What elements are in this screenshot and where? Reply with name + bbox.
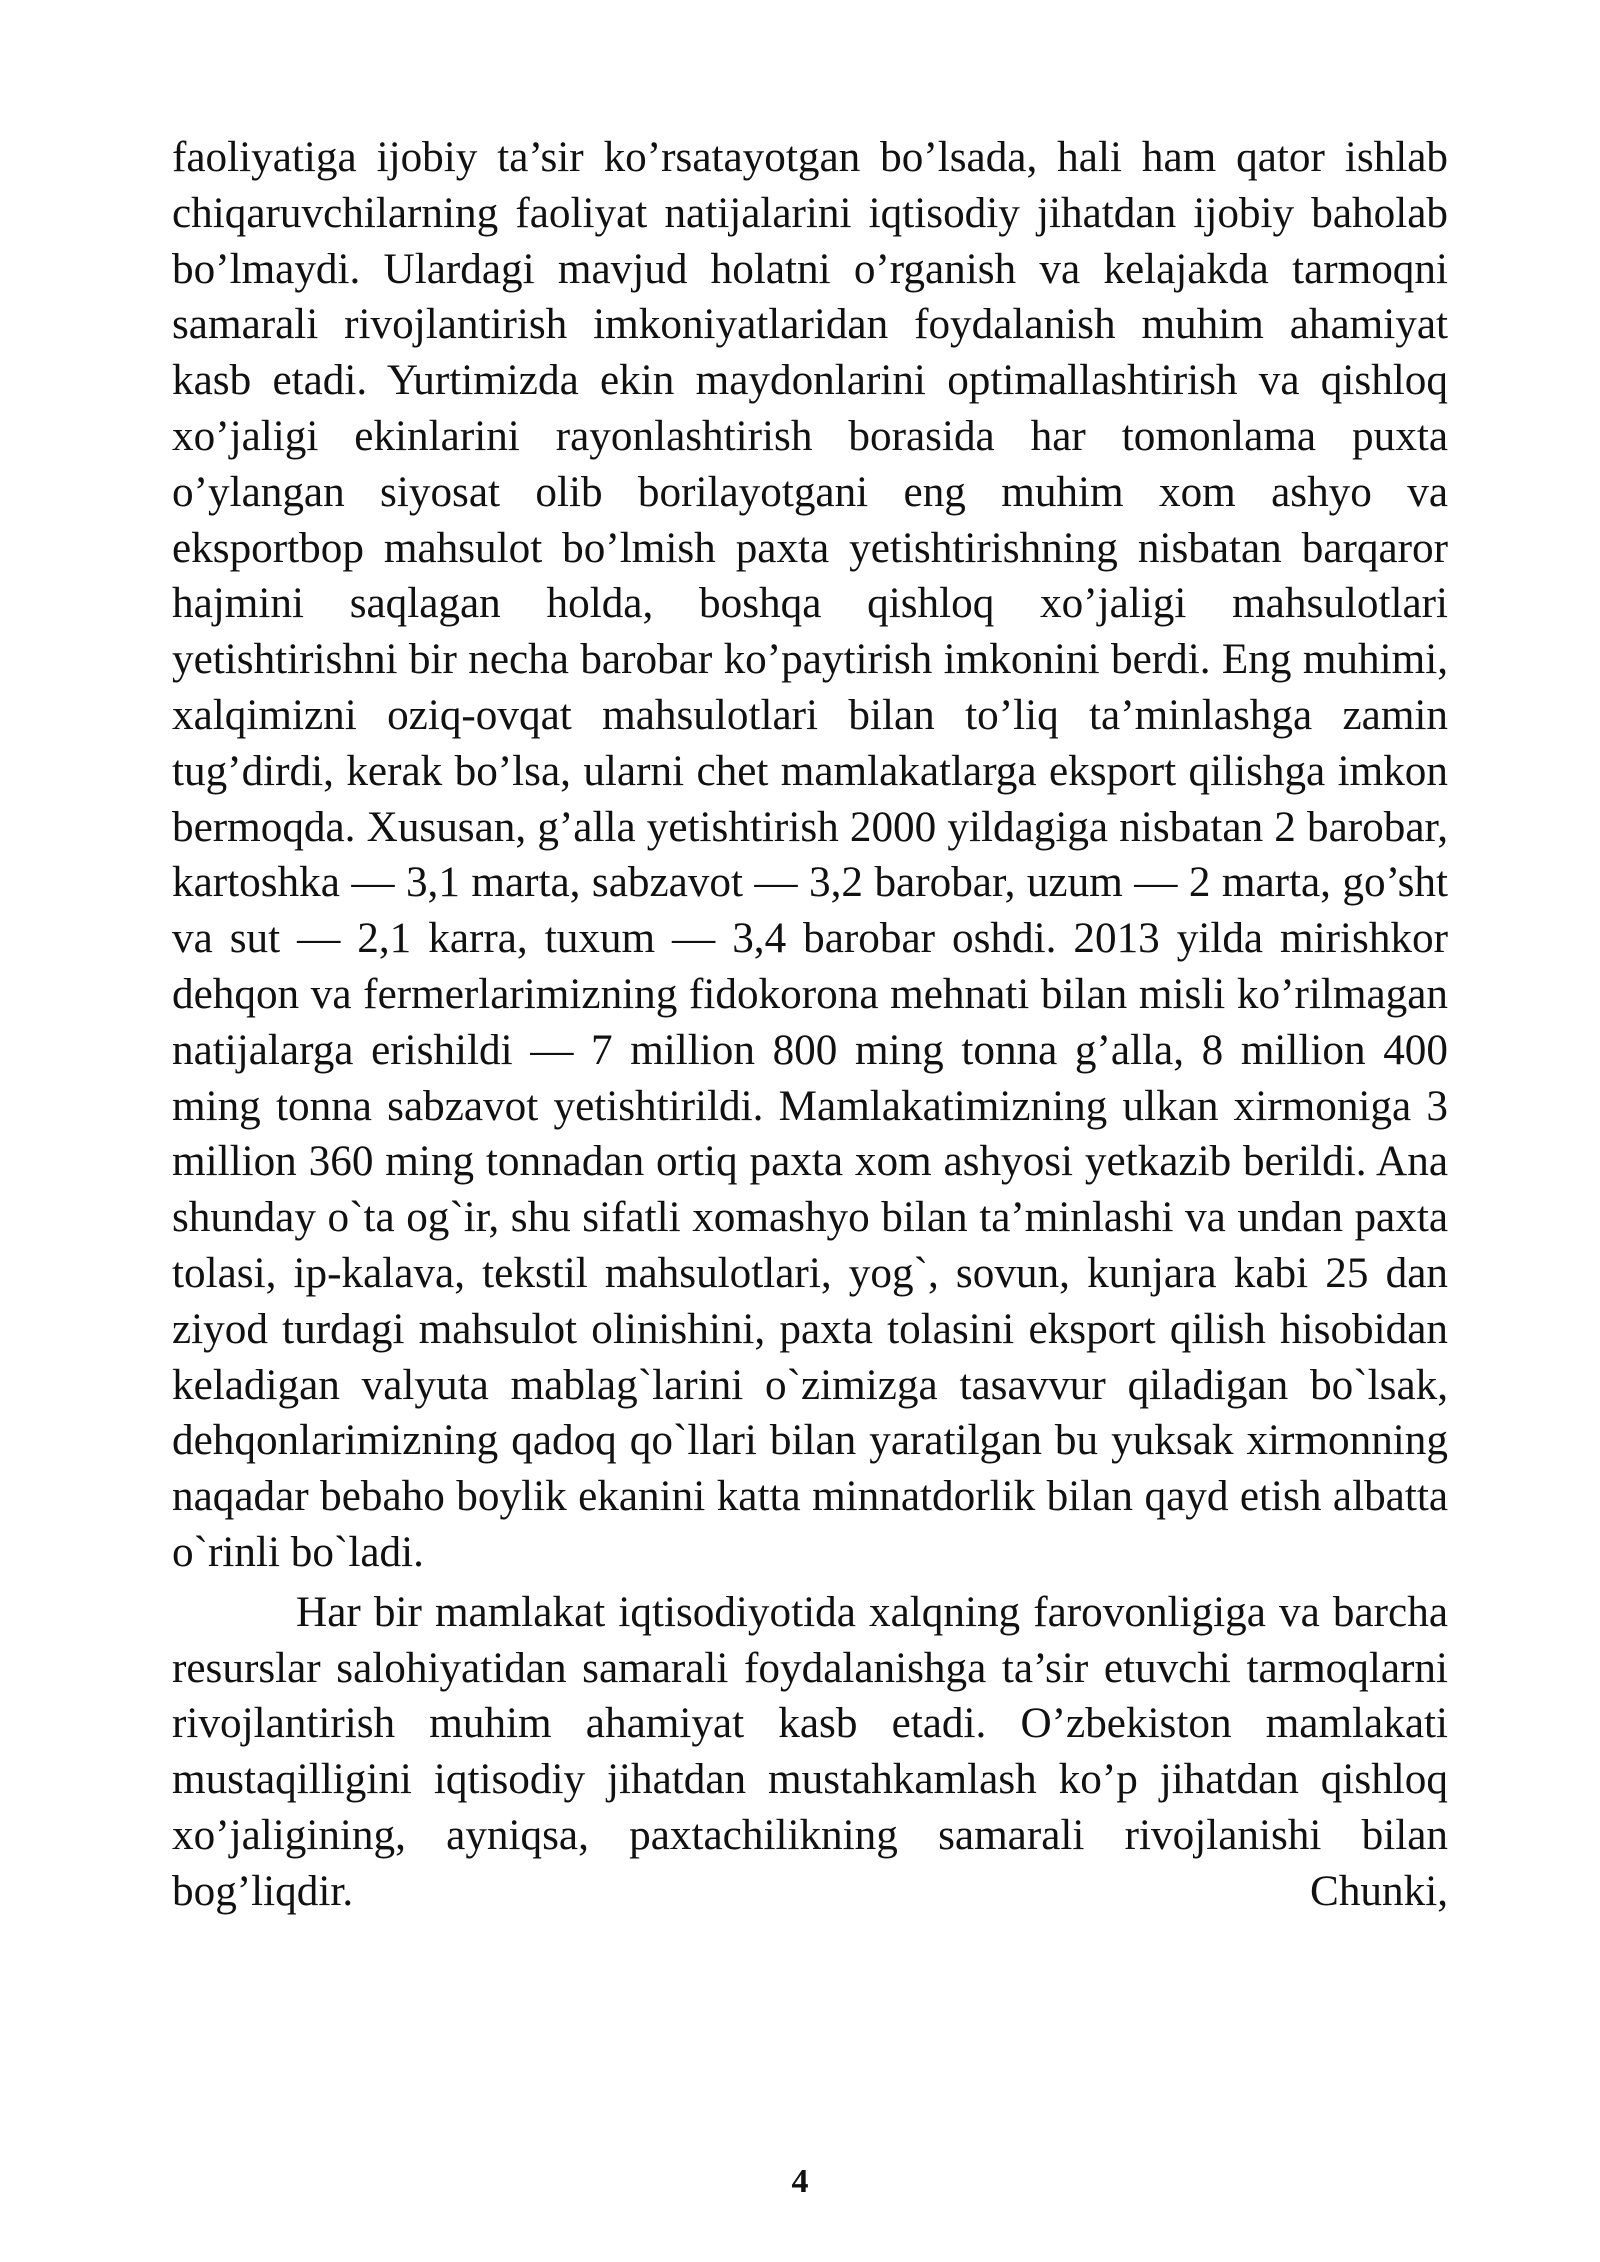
paragraph-indented: Har bir mamlakat iqtisodiyotida xalqning farovonligiga va barcha resurslar salohiyatidan samarali foydalanishga ta’sir etuvchi tarmoqlarni rivojlantirish muhim ahamiyat kasb etadi. O’zbekiston mamlakati mustaqilligini iqtisodiy jihatdan mustahkamlash ko’p jihatdan qishloq xo’jaligining, ayniqsa, paxtachilikning samarali rivojlanishi bilan bog’liqdir. Chunki, bbox=[172, 1588, 1448, 1915]
page-number: 4 bbox=[791, 2163, 809, 2200]
page-body bbox=[172, 130, 1448, 1920]
paragraph-continuation: faoliyatiga ijobiy ta’sir ko’rsatayotgan bo’lsada, hali ham qator ishlab chiqaruvchilarning faoliyat natijalarini iqtisodiy jihatdan ijobiy baholab bo’lmaydi. Ulardagi mavjud holatni o’rganish va kelajakda tarmoqni samarali rivojlantirish imkoniyatlaridan foydalanish muhim ahamiyat kasb etadi. Yurtimizda ekin maydonlarini optimallashtirish va qishloq xo’jaligi ekinlarini rayonlashtirish borasida har tomonlama puxta o’ylangan siyosat olib borilayotgani eng muhim xom ashyo va eksportbop mahsulot bo’lmish paxta yetishtirishning nisbatan barqaror hajmini saqlagan holda, boshqa qishloq xo’jaligi mahsulotlari yetishtirishni bir necha barobar ko’paytirish imkonini berdi. Eng muhimi, xalqimizni oziq-ovqat mahsulotlari bilan to’liq ta’minlashga zamin tug’dirdi, kerak bo’lsa, ularni chet mamlakatlarga eksport qilishga imkon bermoqda. Xususan, g’alla yetishtirish 2000 yildagiga nisbatan 2 barobar, kartoshka — 3,1 marta, sabzavot — 3,2 barobar, uzum — 2 marta, go’sht va sut — 2,1 karra, tuxum — 3,4 barobar oshdi. 2013 yilda mirishkor dehqon va fermerlarimizning fidokorona mehnati bilan misli ko’rilmagan natijalarga erishildi — 7 million 800 ming tonna g’alla, 8 million 400 ming tonna sabzavot yetishtirildi. Mamlakatimizning ulkan xirmoniga 3 million 360 ming tonnadan ortiq paxta xom ashyosi yetkazib berildi. Ana shunday o`ta og`ir, shu sifatli xomashyo bilan ta’minlashi va undan paxta tolasi, ip-kalava, tekstil mahsulotlari, yog`, sovun, kunjara kabi 25 dan ziyod turdagi mahsulot olinishini, paxta tolasini eksport qilish hisobidan keladigan valyuta mablag`larini o`zimizga tasavvur qiladigan bo`lsak, dehqonlarimizning qadoq qo`llari bilan yaratilgan bu yuksak xirmonning naqadar bebaho boylik ekanini katta minnatdorlik bilan qayd etish albatta o`rinli bo`ladi. bbox=[172, 134, 1448, 1576]
